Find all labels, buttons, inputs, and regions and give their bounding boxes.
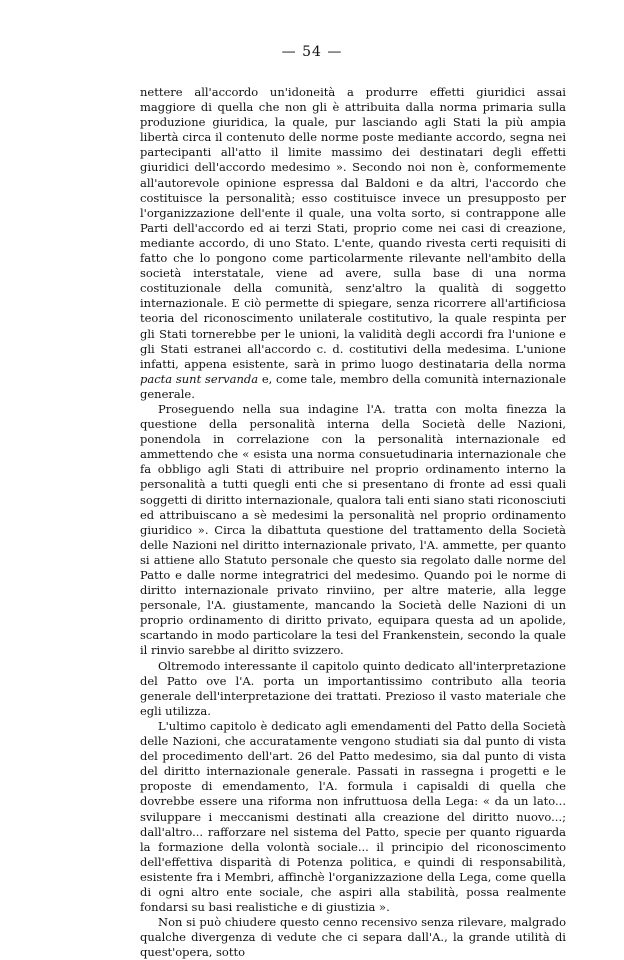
paragraph-1-tail: e, come tale, membro della comunità internazionale generale. [140, 371, 567, 401]
paragraph-3: Oltremodo interessante il capitolo quinto dedicato all'interpretazione del Patto ove l'A. porta un importantissimo contributo alla teoria generale dell'interpretazione dei trattati. Prezioso il vasto materiale che egli utilizza. [140, 658, 566, 718]
paragraph-4: L'ultimo capitolo è dedicato agli emendamenti del Patto della Società delle Nazioni, che accuratamente vengono studiati sia dal punto di vista del procedimento dell'art. 26 del Patto medesimo, sia dal punto di vista del diritto internazionale generale. Passati in rassegna i progetti e le proposte di emendamento, l'A. formula i capisaldi di quella che dovrebbe essere una riforma non infruttuosa della Lega: « da un lato... sviluppare i meccanismi destinati alla creazione del diritto nuovo...; dall'altro... rafforzare nel sistema del Patto, specie per quanto riguarda la formazione della volontà sociale... il principio del riconoscimento dell'effettiva disparità di Potenza politica, e quindi di responsabilità, esistente fra i Membri, affinchè l'organizzazione della Lega, come quella di ogni altro ente sociale, che aspiri alla stabilità, possa realmente fondarsi su basi realistiche e di giustizia ». [140, 718, 566, 915]
paragraph-5: Non si può chiudere questo cenno recensivo senza rilevare, malgrado qualche divergenza di vedute che ci separa dall'A., la grande utilità di quest'opera, sotto [140, 915, 566, 960]
page-number: — 54 — [281, 44, 343, 60]
body-text [140, 85, 566, 960]
paragraph-2: Proseguendo nella sua indagine l'A. tratta con molta finezza la questione della personalità interna della Società delle Nazioni, ponendola in correlazione con la personalità internazionale ed ammettendo che « esista una norma consuetudinaria internazionale che fa obbligo agli Stati di attribuire nel proprio ordinamento interno la personalità a tutti quegli enti che si presentano di fronte ad essi quali soggetti di diritto internazionale, qualora tali enti siano stati riconosciuti ed attribuiscano a sè medesimi la personalità nel proprio ordinamento giuridico ». Circa la dibattuta questione del trattamento della Società delle Nazioni nel diritto internazionale privato, l'A. ammette, per quanto si attiene allo Statuto personale che questo sia regolato dalle norme del Patto e dalle norme integratrici del medesimo. Quando poi le norme di diritto internazionale privato rinviino, per altre materie, alla legge personale, l'A. giustamente, mancando la Società delle Nazioni di un proprio ordinamento di diritto privato, equipara questa ad un apolide, scartando in modo particolare la tesi del Frankenstein, secondo la quale il rinvio sarebbe al diritto svizzero. [140, 401, 566, 658]
paragraph-1-text: nettere all'accordo un'idoneità a produrre effetti giuridici assai maggiore di quella che non gli è attribuita dalla norma primaria sulla produzione giuridica, la quale, pur lasciando agli Stati la più ampia libertà circa il contenuto delle norme poste mediante accordo, segna nei partecipanti all'atto il limite massimo dei destinatari degli effetti giuridici dell'accordo medesimo ». Secondo noi non è, conformemente all'autorevole opinione espressa dal Baldoni e da altri, l'accordo che costituisce la personalità; esso costituisce invece un presupposto per l'organizzazione dell'ente il quale, una volta sorto, si contrappone alle Parti dell'accordo ed ai terzi Stati, proprio come nei casi di creazione, mediante accordo, di uno Stato. L'ente, quando rivesta certi requisiti di fatto che lo pongono come particolarmente rilevante nell'ambito della società interstatale, viene ad avere, sulla base di una norma costituzionale della comunità, senz'altro la qualità di soggetto internazionale. E ciò permette di spiegare, senza ricorrere all'artificiosa teoria del riconoscimento unilaterale costitutivo, la quale respinta per gli Stati tornerebbe per le unioni, la validità degli accordi fra l'unione e gli Stati estranei all'accordo c. d. costitutivi della medesima. L'unione infatti, appena esistente, sarà in primo luogo destinataria della norma [140, 85, 566, 371]
latin-phrase: pacta sunt servanda [140, 371, 259, 386]
paragraph-1 [140, 85, 566, 402]
